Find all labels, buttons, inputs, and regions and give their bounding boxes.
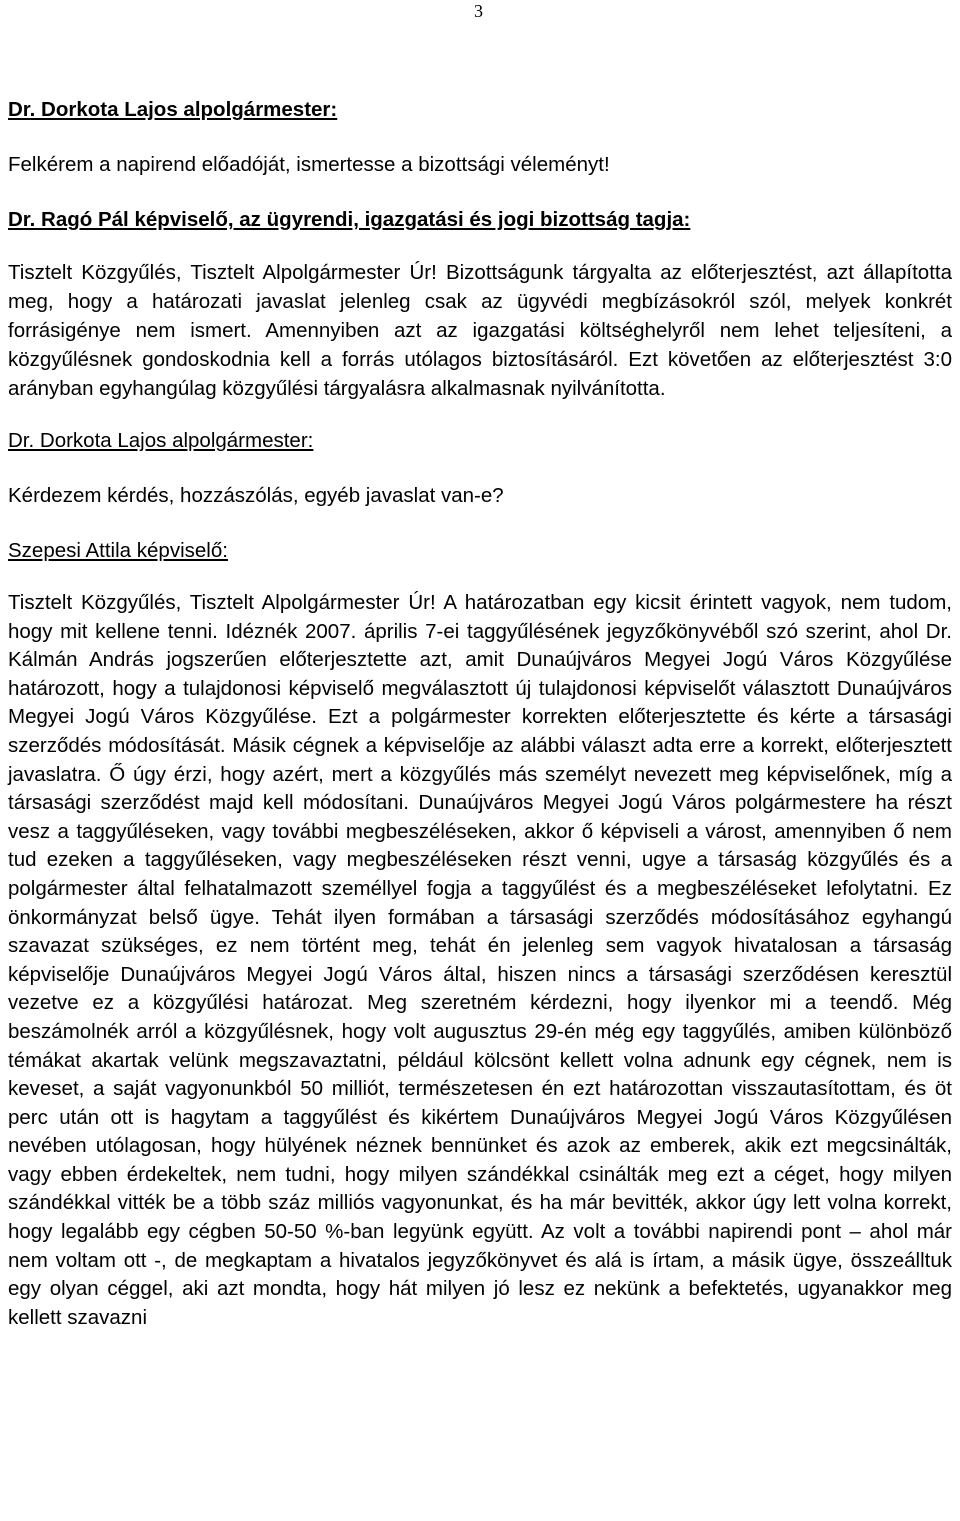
speaker-heading: Dr. Dorkota Lajos alpolgármester: xyxy=(8,98,338,121)
paragraph: Tisztelt Közgyűlés, Tisztelt Alpolgármester Úr! A határozatban egy kicsit érintett vagyok, nem tudom, hogy mit kellene tenni. Idéznék 2007. április 7-ei taggyűlésének jegyzőkönyvéből szó szerint, ahol Dr. Kálmán András jogszerűen előterjesztette azt, amit Dunaújváros Megyei Jogú Város Közgyűlése határozott, hogy a tulajdonosi képviselő megválasztott új tulajdonosi képviselőt választott Dunaújváros Megyei Jogú Város Közgyűlése. Ezt a polgármester korrekten előterjesztette és kérte a társasági szerződés módosítását. Másik cégnek a képviselője az alábbi választ adta erre a korrekt, előterjesztett javaslatra. Ő úgy érzi, hogy azért, mert a közgyűlés más személyt nevezett meg képviselőnek, míg a társasági szerződést majd kell módosítani. Dunaújváros Megyei Jogú Város polgármestere ha részt vesz a taggyűléseken, vagy további megbeszéléseken, akkor ő képviseli a várost, amennyiben ő nem tud ezeken a taggyűléseken, vagy megbeszéléseken részt venni, ugye a társaság közgyűlés és a polgármester által felhatalmazott személlyel fogja a taggyűlést és a megbeszéléseket lefolytatni. Ez önkormányzat belső ügye. Tehát ilyen formában a társasági szerződés módosításához egyhangú szavazat szükséges, ez nem történt meg, tehát én jelenleg sem vagyok hivatalosan a társaság képviselője Dunaújváros Megyei Jogú Város által, hiszen nincs a társasági szerződésen keresztül vezetve ez a közgyűlési határozat. Meg szeretném kérdezni, hogy ilyenkor mi a teendő. Még beszámolnék arról a közgyűlésnek, hogy volt augusztus 29-én még egy taggyűlés, amiben különböző témákat akartak velünk megszavaztatni, például kölcsönt kellett volna adnunk egy cégnek, nem is keveset, a saját vagyonunkból 50 milliót, természetesen én ezt határozottan visszautasítottam, és öt perc után ott is hagytam a taggyűlést és kikértem Dunaújváros Megyei Jogú Város Közgyűlésen nevében utólagosan, hogy hülyének néznek bennünket és azok az emberek, akik ezt megcsinálták, vagy ebben érdekeltek, nem tudni, hogy milyen szándékkal csinálták meg ezt a céget, hogy milyen szándékkal vitték be a több száz milliós vagyonunkat, és ha már bevitték, akkor úgy lett volna korrekt, hogy legalább egy cégben 50-50 %-ban legyünk együtt. Az volt a további napirendi pont – ahol már nem voltam ott -, de megkaptam a hivatalos jegyzőkönyvet és alá is írtam, a másik ügye, összeálltuk egy olyan céggel, aki azt mondta, hogy hát milyen jó lesz ez nekünk a befektetés, ugyanakkor meg kellett szavazni xyxy=(8,591,952,1329)
paragraph: Tisztelt Közgyűlés, Tisztelt Alpolgármester Úr! Bizottságunk tárgyalta az előterjesztést, azt állapította meg, hogy a határozati javaslat jelenleg csak az ügyvédi megbízásokról szól, melyek konkrét forrásigénye nem ismert. Amennyiben azt az igazgatási költséghelyről nem lehet teljesíteni, a közgyűlésnek gondoskodnia kell a forrás utólagos biztosításáról. Ezt követően az előterjesztést 3:0 arányban egyhangúlag közgyűlési tárgyalásra alkalmasnak nyilvánította. xyxy=(8,261,952,400)
paragraph: Kérdezem kérdés, hozzászólás, egyéb javaslat van-e? xyxy=(8,484,504,507)
speaker-heading: Szepesi Attila képviselő: xyxy=(8,539,228,562)
speaker-heading: Dr. Ragó Pál képviselő, az ügyrendi, igazgatási és jogi bizottság tagja: xyxy=(8,208,691,231)
page-number: 3 xyxy=(474,1,483,21)
paragraph: Felkérem a napirend előadóját, ismertesse a bizottsági véleményt! xyxy=(8,153,610,176)
document-body xyxy=(8,93,952,1353)
speaker-heading: Dr. Dorkota Lajos alpolgármester: xyxy=(8,429,314,452)
